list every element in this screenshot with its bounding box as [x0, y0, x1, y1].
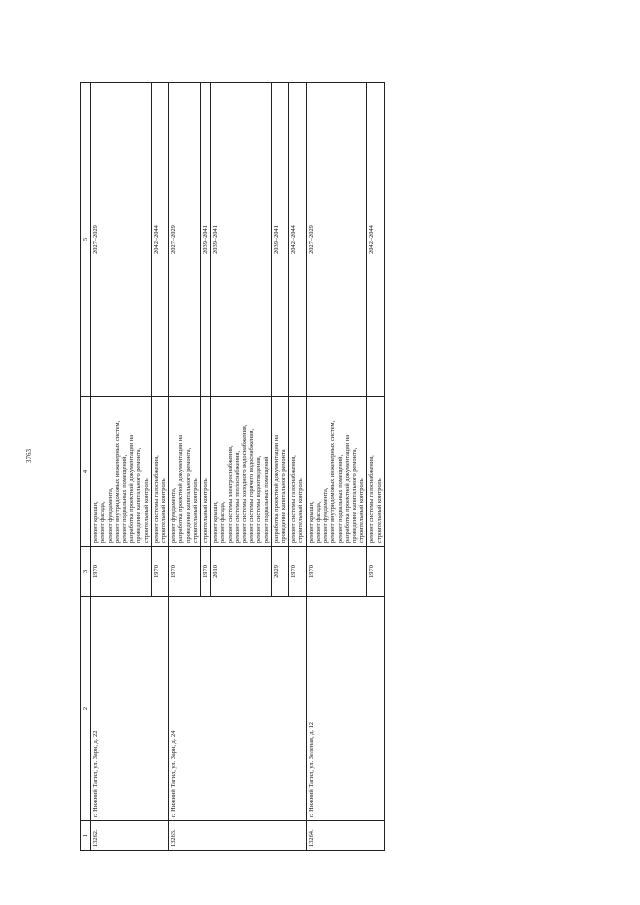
- year-cell: 1970: [367, 547, 384, 597]
- work-item: строительный контроль: [191, 478, 199, 543]
- work-item: ремонт внутридомовых инженерных систем,: [329, 420, 337, 543]
- address-cell: г. Нижний Тагил, ул. Зари, д. 24: [169, 597, 306, 821]
- work-item: строительный контроль: [375, 478, 383, 543]
- work-item: ремонт фасада,: [314, 501, 322, 543]
- work-item: ремонт крыши,: [92, 501, 100, 543]
- work-item: ремонт фундамента,: [106, 487, 114, 543]
- year-cell: 1970: [91, 547, 152, 597]
- work-item: разработка проектной документации на: [272, 434, 280, 543]
- year-cell: 1970: [169, 547, 201, 597]
- period-cell: 2042–2044: [151, 83, 168, 397]
- work-item: разработка проектной документации на: [128, 434, 136, 543]
- address-cell: г. Нижний Тагил, ул. Зеленая, д. 12: [306, 597, 384, 821]
- period-cell: 2027–2029: [306, 83, 367, 397]
- work-item: разработка проектной документации на: [177, 434, 185, 543]
- year-cell: 2010: [211, 547, 272, 597]
- header-cell: 2: [81, 597, 91, 821]
- header-cell: 3: [81, 547, 91, 597]
- works-cell: [289, 397, 306, 547]
- period-cell: 2039–2041: [201, 83, 211, 397]
- works-cell: [91, 397, 152, 547]
- work-item: строительный контроль: [297, 478, 305, 543]
- period-cell: 2027–2029: [91, 83, 152, 397]
- table-body: [91, 83, 385, 851]
- work-item: ремонт фасада,: [219, 501, 227, 543]
- work-item: проведение капитального ремонта: [280, 449, 288, 543]
- table-row: [306, 83, 367, 851]
- work-item: проведение капитального ремонта,: [184, 447, 192, 543]
- period-cell: 2042–2044: [367, 83, 384, 397]
- work-item: ремонт системы газоснабжения,: [368, 455, 376, 543]
- year-cell: 1970: [201, 547, 211, 597]
- header-cell: 5: [81, 83, 91, 397]
- work-item: ремонт подвальных помещений,: [336, 454, 344, 543]
- year-cell: 1970: [151, 547, 168, 597]
- row-number: 13262.: [91, 821, 169, 851]
- header-row: [81, 83, 91, 851]
- work-item: ремонт системы холодного водоснабжения,: [241, 424, 249, 543]
- rotated-table-sheet: [80, 83, 550, 851]
- work-item: ремонт системы электроснабжения,: [226, 445, 234, 543]
- works-cell: [201, 397, 211, 547]
- table-row: [169, 83, 201, 851]
- header-cell: 4: [81, 397, 91, 547]
- works-cell: [271, 397, 288, 547]
- year-cell: 2029: [271, 547, 288, 597]
- work-item: ремонт подвальных помещений,: [121, 454, 129, 543]
- work-item: ремонт системы горячего водоснабжения,: [248, 428, 256, 543]
- work-item: строительный контроль: [160, 478, 168, 543]
- work-item: строительный контроль: [142, 478, 150, 543]
- work-item: ремонт крыши,: [212, 501, 220, 543]
- work-item: проведение капитального ремонта,: [135, 447, 143, 543]
- work-item: ремонт внутридомовых инженерных систем,: [113, 420, 121, 543]
- repair-schedule-table: [80, 82, 385, 851]
- works-cell: [211, 397, 272, 547]
- works-cell: [169, 397, 201, 547]
- work-item: ремонт фундамента,: [170, 487, 178, 543]
- work-item: ремонт крыши,: [307, 501, 315, 543]
- works-cell: [151, 397, 168, 547]
- row-number: 13263.: [169, 821, 306, 851]
- period-cell: 2027–2029: [169, 83, 201, 397]
- row-number: 13264.: [306, 821, 384, 851]
- work-item: ремонт системы газоснабжения,: [152, 455, 160, 543]
- work-item: разработка проектной документации на: [343, 434, 351, 543]
- works-cell: [367, 397, 384, 547]
- page-number: 3763: [25, 449, 33, 463]
- works-cell: [306, 397, 367, 547]
- work-item: ремонт системы водоотведения,: [255, 455, 263, 543]
- header-cell: 1: [81, 821, 91, 851]
- period-cell: 2039–2041: [271, 83, 288, 397]
- work-item: ремонт фасада,: [99, 501, 107, 543]
- period-cell: 2042–2044: [289, 83, 306, 397]
- work-item: ремонт подвальных помещений: [262, 456, 270, 543]
- table-row: [91, 83, 152, 851]
- year-cell: 1970: [306, 547, 367, 597]
- work-item: ремонт системы газоснабжения,: [290, 455, 298, 543]
- work-item: строительный контроль: [202, 478, 210, 543]
- page-number-wrap: [22, 446, 42, 463]
- period-cell: 2039–2041: [211, 83, 272, 397]
- address-cell: г. Нижний Тагил, ул. Зари, д. 22: [91, 597, 169, 821]
- work-item: ремонт фундамента,: [322, 487, 330, 543]
- work-item: проведение капитального ремонта,: [350, 447, 358, 543]
- work-item: строительный контроль: [358, 478, 366, 543]
- work-item: ремонт системы теплоснабжения,: [233, 450, 241, 543]
- year-cell: 1970: [289, 547, 306, 597]
